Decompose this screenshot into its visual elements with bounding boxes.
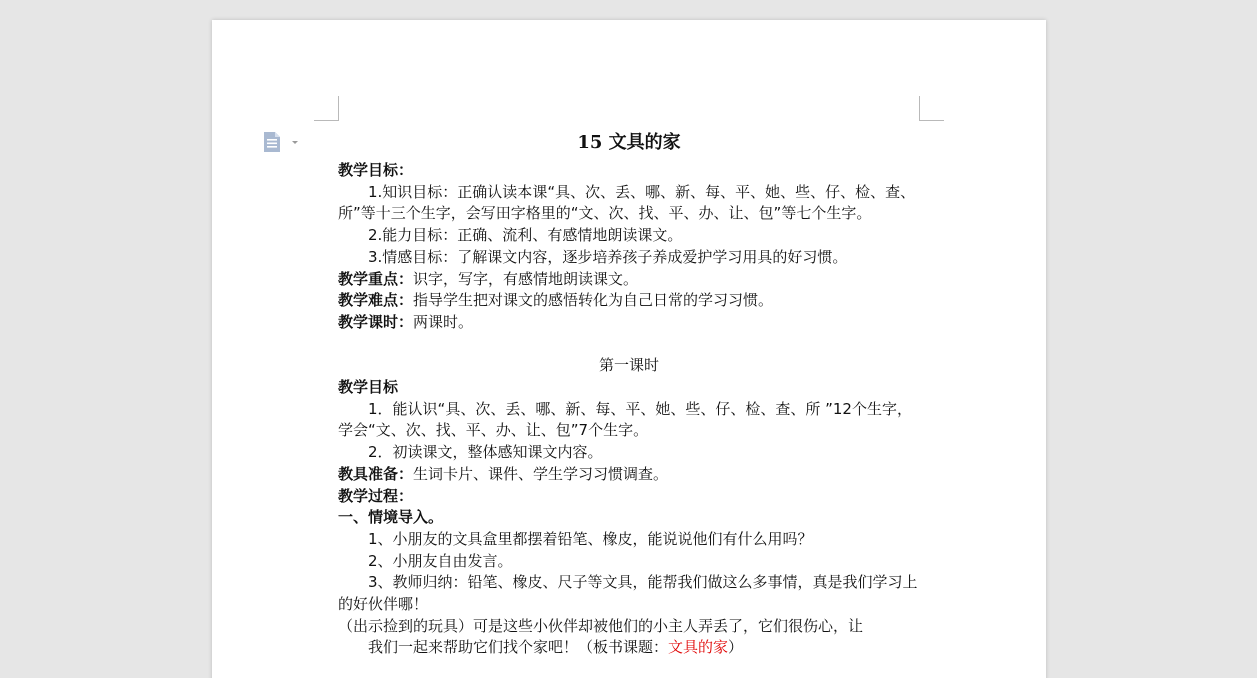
margin-corner-top-right — [919, 96, 944, 121]
step-2: 2、小朋友自由发言。 — [368, 551, 513, 570]
key-points-text: 识字，写字，有感情地朗读课文。 — [413, 269, 639, 288]
difficulties-label: 教学难点： — [338, 291, 414, 310]
step-5-suffix: ） — [728, 638, 744, 657]
teaching-aids-text: 生词卡片、课件、学生学习习惯调查。 — [413, 464, 669, 483]
teaching-aids — [338, 464, 920, 486]
class-hours-label: 教学课时： — [338, 312, 414, 331]
blank-line — [338, 334, 920, 356]
step-5 — [338, 637, 920, 659]
section-1-heading: 一、情境导入。 — [338, 508, 444, 527]
document-options-icon[interactable] — [262, 130, 302, 154]
objective-1: 1.知识目标：正确认读本课“具、次、丢、哪、新、每、平、她、些、仔、检、查、所”等十三个生字，会写田字格里的“文、次、找、平、办、让、包”等七个生字。 — [338, 182, 916, 223]
document-body[interactable] — [338, 128, 920, 659]
teaching-aids-label: 教具准备： — [338, 464, 414, 483]
step-5-prefix: 我们一起来帮助它们找个家吧！（板书课题： — [368, 638, 669, 657]
objective-2: 2.能力目标：正确、流利、有感情地朗读课文。 — [368, 226, 683, 245]
lesson-title-highlight: 文具的家 — [668, 638, 729, 657]
step-1: 1、小朋友的文具盒里都摆着铅笔、橡皮，能说说他们有什么用吗？ — [368, 529, 813, 548]
difficulties-text: 指导学生把对课文的感悟转化为自己日常的学习习惯。 — [413, 291, 774, 310]
lesson-1-objective-1: 1．能认识“具、次、丢、哪、新、每、平、她、些、仔、检、查、所 ”12个生字，学会“文、次、找、平、办、让、包”7个生字。 — [338, 399, 912, 440]
lesson-1-objective-2: 2．初读课文，整体感知课文内容。 — [368, 443, 603, 462]
document-page[interactable] — [212, 20, 1046, 678]
document-title: 15 文具的家 — [577, 132, 681, 153]
objectives-heading: 教学目标： — [338, 161, 414, 179]
lesson-1-objectives-heading: 教学目标 — [338, 378, 399, 397]
class-hours-text: 两课时。 — [413, 312, 474, 331]
difficulties — [338, 290, 920, 312]
class-hours — [338, 312, 920, 334]
key-points — [338, 269, 920, 291]
key-points-label: 教学重点： — [338, 269, 414, 288]
process-heading: 教学过程： — [338, 486, 414, 505]
objective-3: 3.情感目标：了解课文内容，逐步培养孩子养成爱护学习用具的好习惯。 — [368, 247, 848, 266]
step-4: （出示捡到的玩具）可是这些小伙伴却被他们的小主人弄丢了，它们很伤心，让 — [338, 616, 864, 635]
step-3: 3、教师归纳：铅笔、橡皮、尺子等文具，能帮我们做这么多事情，真是我们学习上的好伙伴哪！ — [338, 573, 918, 614]
margin-corner-top-left — [314, 96, 339, 121]
lesson-1-heading: 第一课时 — [598, 356, 659, 375]
